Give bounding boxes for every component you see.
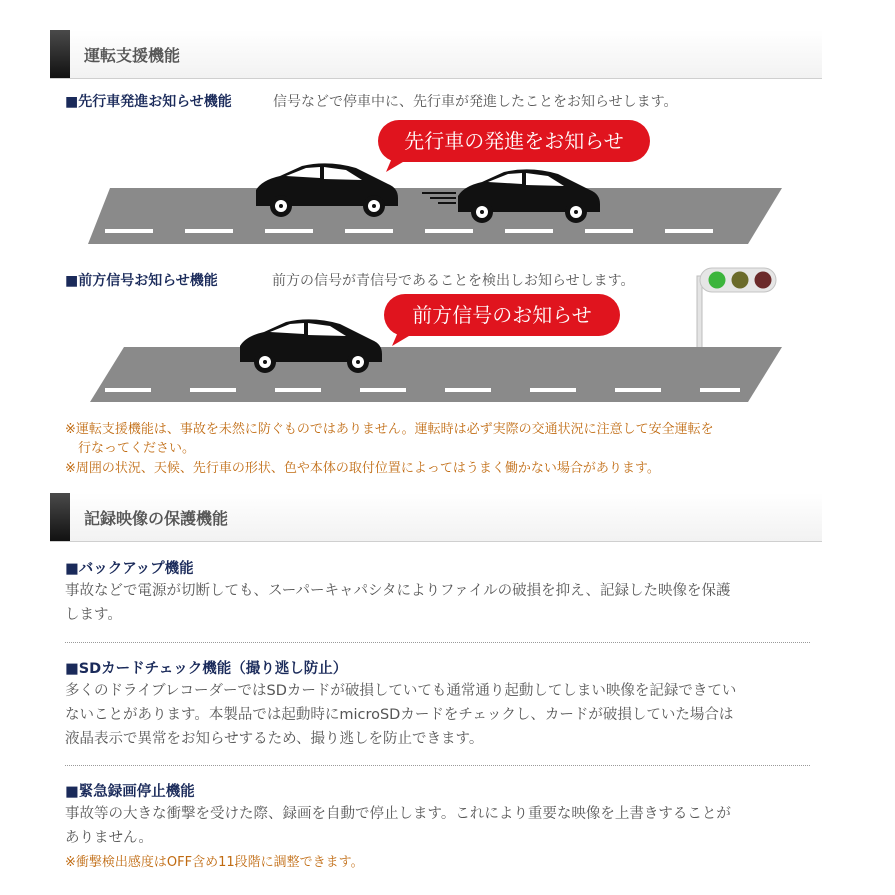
- caution-note-continued: 行なってください。: [65, 441, 196, 456]
- bubble-text-signal: 前方信号のお知らせ: [412, 303, 592, 327]
- signal-red-light-icon: [755, 272, 772, 289]
- bubble-text-lead-car: 先行車の発進をお知らせ: [404, 129, 624, 153]
- item-title-sd-check: ■SDカードチェック機能（撮り逃し防止）: [65, 661, 348, 677]
- divider: [65, 642, 810, 643]
- item-text-sd-check: 多くのドライブレコーダーではSDカードが破損していても通常通り起動してしまい映像を記録できてい ないことがあります。本製品では起動時にmicroSDカードをチェックし、カードが破損していた場合は 液晶表示で異常をお知らせするため、撮り逃しを防止できます。: [65, 683, 737, 747]
- caution-note-conditions: ※周囲の状況、天候、先行車の形状、色や本体の取付位置によってはうまく働かない場合があります。: [65, 461, 660, 476]
- item-text-backup: 事故などで電源が切断しても、スーパーキャパシタによりファイルの破損を抑え、記録した映像を保護 します。: [65, 583, 731, 623]
- caution-note: ※運転支援機能は、事故を未然に防ぐものではありません。運転時は必ず実際の交通状況に注意して安全運転を: [65, 422, 714, 437]
- signal-illustration: [0, 262, 895, 407]
- item-note-sensitivity: ※衝撃検出感度はOFF含め11段階に調整できます。: [65, 855, 364, 870]
- section-header-video-protection: [50, 493, 822, 542]
- feature-title-lead-car: ■先行車発進お知らせ機能: [65, 94, 232, 110]
- road: [88, 188, 782, 244]
- divider: [65, 765, 810, 766]
- lead-car-illustration: [0, 112, 895, 252]
- section-title: 記録映像の保護機能: [84, 509, 229, 528]
- signal-yellow-light-icon: [732, 272, 749, 289]
- feature-desc-signal: 前方の信号が青信号であることを検出しお知らせします。: [272, 273, 635, 289]
- feature-desc-lead-car: 信号などで停車中に、先行車が発進したことをお知らせします。: [273, 94, 678, 110]
- speech-bubble-signal: [384, 294, 620, 346]
- section-header-accent-bar: [50, 493, 70, 541]
- item-title-emergency-stop: ■緊急録画停止機能: [65, 784, 195, 800]
- speech-bubble-lead-car: [378, 120, 650, 172]
- traffic-signal-icon: [697, 268, 776, 350]
- section-header-driving-support: [50, 30, 822, 79]
- signal-green-light-icon: [709, 272, 726, 289]
- section-title: 運転支援機能: [84, 46, 181, 65]
- item-text-emergency-stop: 事故等の大きな衝撃を受けた際、録画を自動で停止します。これにより重要な映像を上書きすることが ありません。: [65, 806, 731, 846]
- item-title-backup: ■バックアップ機能: [65, 561, 194, 577]
- feature-title-signal: ■前方信号お知らせ機能: [65, 273, 218, 289]
- road: [90, 347, 782, 402]
- section-header-accent-bar: [50, 30, 70, 78]
